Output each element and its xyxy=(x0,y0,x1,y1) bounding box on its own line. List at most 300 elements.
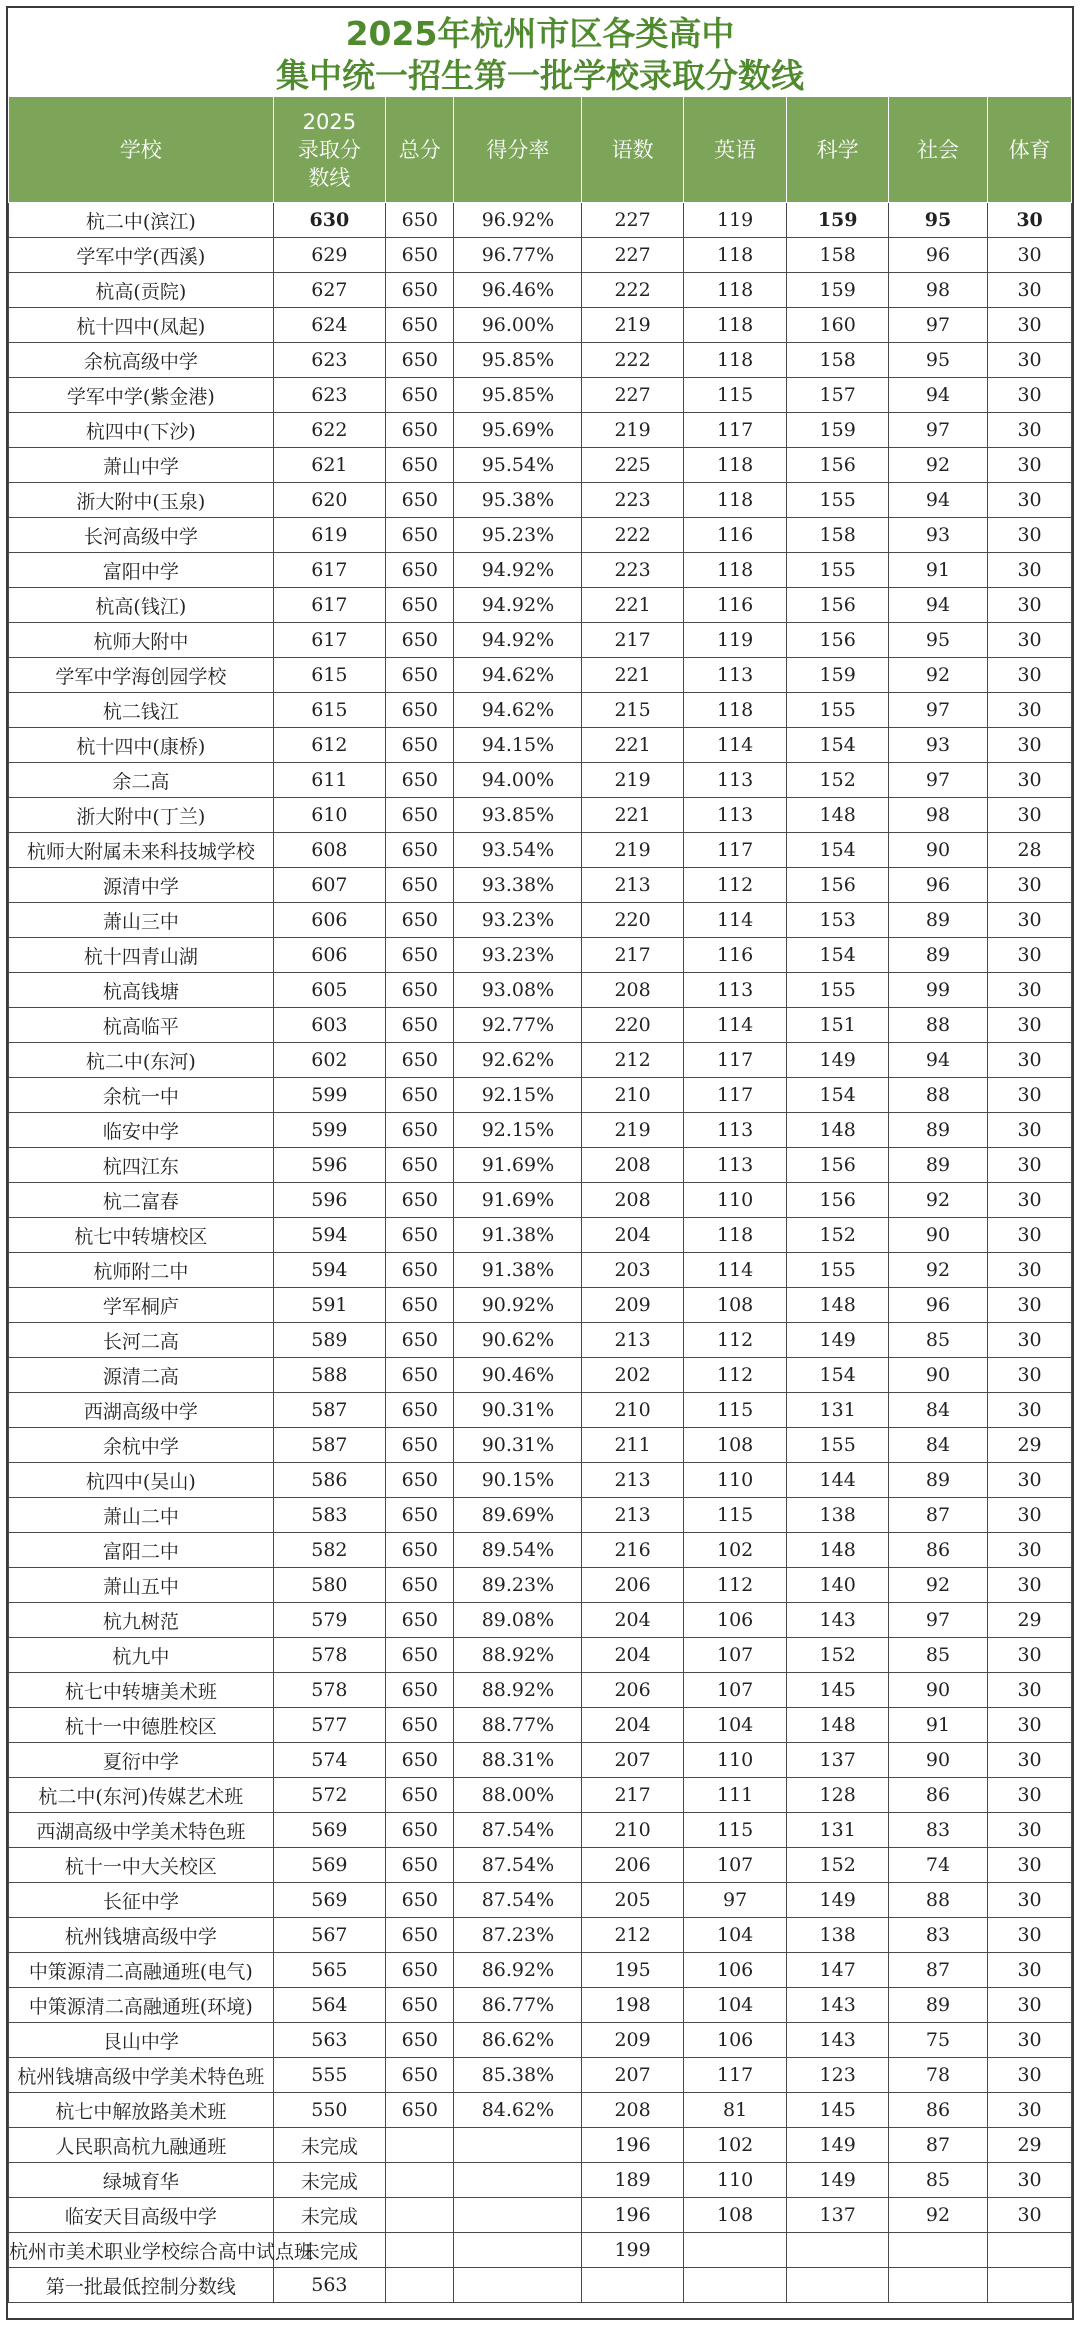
cell-chinese-math: 220 xyxy=(582,903,683,938)
cell-english: 112 xyxy=(683,1568,787,1603)
cell-total: 650 xyxy=(386,1183,454,1218)
cell-science: 156 xyxy=(787,448,888,483)
cell-admission-score: 578 xyxy=(273,1673,385,1708)
cell-english: 107 xyxy=(683,1638,787,1673)
cell-rate: 93.54% xyxy=(454,833,582,868)
cell-english: 112 xyxy=(683,1323,787,1358)
cell-total xyxy=(386,2198,454,2233)
cell-english: 115 xyxy=(683,1498,787,1533)
cell-social: 90 xyxy=(888,833,987,868)
admission-score-table xyxy=(8,96,1072,2303)
table-row xyxy=(9,588,1072,623)
cell-rate: 88.31% xyxy=(454,1743,582,1778)
cell-social xyxy=(888,2268,987,2303)
cell-english: 107 xyxy=(683,1848,787,1883)
table-row xyxy=(9,868,1072,903)
cell-rate: 88.92% xyxy=(454,1673,582,1708)
table-row xyxy=(9,1673,1072,1708)
cell-pe: 30 xyxy=(988,203,1072,238)
cell-total: 650 xyxy=(386,1778,454,1813)
cell-science: 151 xyxy=(787,1008,888,1043)
cell-school: 长征中学 xyxy=(9,1883,274,1918)
cell-total xyxy=(386,2233,454,2268)
header-english: 英语 xyxy=(683,97,787,203)
cell-rate: 88.92% xyxy=(454,1638,582,1673)
cell-total: 650 xyxy=(386,623,454,658)
cell-social: 89 xyxy=(888,938,987,973)
cell-school: 杭十一中德胜校区 xyxy=(9,1708,274,1743)
table-row xyxy=(9,2128,1072,2163)
cell-english: 104 xyxy=(683,1918,787,1953)
cell-chinese-math: 196 xyxy=(582,2128,683,2163)
cell-english: 115 xyxy=(683,1393,787,1428)
cell-rate: 88.77% xyxy=(454,1708,582,1743)
table-row xyxy=(9,1848,1072,1883)
cell-total: 650 xyxy=(386,1883,454,1918)
cell-admission-score: 599 xyxy=(273,1078,385,1113)
cell-school: 长河二高 xyxy=(9,1323,274,1358)
cell-total: 650 xyxy=(386,1393,454,1428)
cell-rate: 94.92% xyxy=(454,623,582,658)
cell-social: 94 xyxy=(888,378,987,413)
cell-social: 85 xyxy=(888,1638,987,1673)
cell-school: 萧山二中 xyxy=(9,1498,274,1533)
cell-english: 102 xyxy=(683,1533,787,1568)
table-row xyxy=(9,728,1072,763)
cell-rate: 92.62% xyxy=(454,1043,582,1078)
cell-total: 650 xyxy=(386,1148,454,1183)
cell-social: 83 xyxy=(888,1813,987,1848)
cell-rate: 89.08% xyxy=(454,1603,582,1638)
cell-admission-score: 596 xyxy=(273,1183,385,1218)
title-line-1: 2025年杭州市区各类高中 xyxy=(345,14,735,53)
table-row xyxy=(9,2233,1072,2268)
cell-social: 94 xyxy=(888,1043,987,1078)
cell-science: 145 xyxy=(787,2093,888,2128)
cell-english: 113 xyxy=(683,1148,787,1183)
cell-english: 114 xyxy=(683,903,787,938)
cell-chinese-math: 217 xyxy=(582,623,683,658)
cell-social: 94 xyxy=(888,483,987,518)
cell-admission-score: 615 xyxy=(273,693,385,728)
cell-rate: 84.62% xyxy=(454,2093,582,2128)
cell-admission-score: 589 xyxy=(273,1323,385,1358)
table-row xyxy=(9,1288,1072,1323)
cell-admission-score: 610 xyxy=(273,798,385,833)
cell-science: 138 xyxy=(787,1918,888,1953)
cell-pe: 30 xyxy=(988,518,1072,553)
table-row xyxy=(9,1218,1072,1253)
table-row xyxy=(9,2093,1072,2128)
table-row xyxy=(9,378,1072,413)
cell-rate: 95.85% xyxy=(454,343,582,378)
cell-english: 108 xyxy=(683,2198,787,2233)
cell-pe: 30 xyxy=(988,588,1072,623)
cell-science: 158 xyxy=(787,238,888,273)
cell-admission-score: 574 xyxy=(273,1743,385,1778)
cell-school: 萧山五中 xyxy=(9,1568,274,1603)
cell-school: 杭高钱塘 xyxy=(9,973,274,1008)
cell-school: 杭州钱塘高级中学美术特色班 xyxy=(9,2058,274,2093)
cell-social: 89 xyxy=(888,1988,987,2023)
cell-science: 159 xyxy=(787,658,888,693)
cell-total: 650 xyxy=(386,763,454,798)
cell-school: 浙大附中(玉泉) xyxy=(9,483,274,518)
cell-chinese-math: 221 xyxy=(582,798,683,833)
cell-science: 148 xyxy=(787,1113,888,1148)
cell-social: 97 xyxy=(888,413,987,448)
table-row xyxy=(9,623,1072,658)
cell-school: 杭七中转塘校区 xyxy=(9,1218,274,1253)
cell-science: 152 xyxy=(787,763,888,798)
cell-total xyxy=(386,2128,454,2163)
cell-admission-score: 569 xyxy=(273,1883,385,1918)
cell-pe: 30 xyxy=(988,413,1072,448)
header-score-line3: 数线 xyxy=(308,165,351,190)
cell-english: 113 xyxy=(683,1113,787,1148)
cell-pe: 30 xyxy=(988,1288,1072,1323)
cell-science: 149 xyxy=(787,1323,888,1358)
cell-social: 91 xyxy=(888,1708,987,1743)
cell-social: 92 xyxy=(888,658,987,693)
cell-english xyxy=(683,2233,787,2268)
cell-science: 156 xyxy=(787,588,888,623)
cell-science: 137 xyxy=(787,2198,888,2233)
cell-chinese-math: 213 xyxy=(582,1463,683,1498)
score-sheet xyxy=(6,6,1074,2320)
cell-school: 杭九中 xyxy=(9,1638,274,1673)
cell-rate: 87.54% xyxy=(454,1813,582,1848)
cell-total: 650 xyxy=(386,1428,454,1463)
header-social: 社会 xyxy=(888,97,987,203)
cell-social: 95 xyxy=(888,623,987,658)
cell-admission-score: 594 xyxy=(273,1253,385,1288)
cell-total: 650 xyxy=(386,1218,454,1253)
cell-chinese-math: 206 xyxy=(582,1568,683,1603)
cell-chinese-math: 215 xyxy=(582,693,683,728)
table-row xyxy=(9,1813,1072,1848)
table-row xyxy=(9,1358,1072,1393)
cell-english: 118 xyxy=(683,273,787,308)
cell-total: 650 xyxy=(386,798,454,833)
cell-pe: 30 xyxy=(988,1358,1072,1393)
cell-admission-score: 567 xyxy=(273,1918,385,1953)
cell-pe: 30 xyxy=(988,2058,1072,2093)
cell-social: 75 xyxy=(888,2023,987,2058)
cell-total: 650 xyxy=(386,1463,454,1498)
table-row xyxy=(9,1008,1072,1043)
cell-admission-score: 594 xyxy=(273,1218,385,1253)
cell-total: 650 xyxy=(386,1113,454,1148)
table-row xyxy=(9,903,1072,938)
cell-rate: 87.23% xyxy=(454,1918,582,1953)
cell-social: 93 xyxy=(888,728,987,763)
cell-total: 650 xyxy=(386,1603,454,1638)
cell-science: 155 xyxy=(787,553,888,588)
cell-rate: 92.77% xyxy=(454,1008,582,1043)
cell-total: 650 xyxy=(386,1638,454,1673)
cell-science: 148 xyxy=(787,798,888,833)
cell-chinese-math: 208 xyxy=(582,1148,683,1183)
cell-chinese-math: 210 xyxy=(582,1078,683,1113)
cell-pe: 30 xyxy=(988,728,1072,763)
cell-school: 杭十一中大关校区 xyxy=(9,1848,274,1883)
cell-total: 650 xyxy=(386,1078,454,1113)
header-pe: 体育 xyxy=(988,97,1072,203)
table-row xyxy=(9,1568,1072,1603)
header-score-line1: 2025 xyxy=(302,109,357,134)
cell-social: 84 xyxy=(888,1393,987,1428)
table-row xyxy=(9,1393,1072,1428)
cell-rate: 87.54% xyxy=(454,1848,582,1883)
cell-chinese-math: 216 xyxy=(582,1533,683,1568)
cell-admission-score: 582 xyxy=(273,1533,385,1568)
cell-pe: 30 xyxy=(988,1498,1072,1533)
cell-social: 74 xyxy=(888,1848,987,1883)
cell-science: 154 xyxy=(787,1358,888,1393)
cell-english: 115 xyxy=(683,1813,787,1848)
cell-total: 650 xyxy=(386,1953,454,1988)
cell-social: 98 xyxy=(888,798,987,833)
cell-school: 杭十四中(凤起) xyxy=(9,308,274,343)
cell-chinese-math: 220 xyxy=(582,1008,683,1043)
cell-chinese-math: 222 xyxy=(582,273,683,308)
cell-rate: 96.92% xyxy=(454,203,582,238)
cell-total: 650 xyxy=(386,588,454,623)
cell-admission-score: 586 xyxy=(273,1463,385,1498)
table-row xyxy=(9,1463,1072,1498)
cell-admission-score: 622 xyxy=(273,413,385,448)
cell-chinese-math: 203 xyxy=(582,1253,683,1288)
cell-social: 87 xyxy=(888,2128,987,2163)
cell-social: 96 xyxy=(888,1288,987,1323)
cell-rate: 86.92% xyxy=(454,1953,582,1988)
cell-english: 114 xyxy=(683,1008,787,1043)
cell-admission-score: 611 xyxy=(273,763,385,798)
cell-chinese-math: 222 xyxy=(582,518,683,553)
cell-english: 118 xyxy=(683,238,787,273)
cell-pe: 29 xyxy=(988,2128,1072,2163)
table-body xyxy=(9,203,1072,2303)
cell-chinese-math: 199 xyxy=(582,2233,683,2268)
cell-chinese-math: 225 xyxy=(582,448,683,483)
cell-english: 113 xyxy=(683,798,787,833)
cell-pe: 30 xyxy=(988,903,1072,938)
header-row xyxy=(9,97,1072,203)
cell-admission-score: 577 xyxy=(273,1708,385,1743)
table-row xyxy=(9,1043,1072,1078)
cell-english: 112 xyxy=(683,1358,787,1393)
cell-science: 154 xyxy=(787,728,888,763)
cell-rate: 93.85% xyxy=(454,798,582,833)
cell-science: 138 xyxy=(787,1498,888,1533)
cell-pe: 30 xyxy=(988,623,1072,658)
cell-pe: 30 xyxy=(988,2163,1072,2198)
cell-school: 杭四中(吴山) xyxy=(9,1463,274,1498)
cell-english: 106 xyxy=(683,1953,787,1988)
cell-english: 117 xyxy=(683,1078,787,1113)
cell-chinese-math: 202 xyxy=(582,1358,683,1393)
cell-chinese-math: 209 xyxy=(582,1288,683,1323)
cell-rate: 92.15% xyxy=(454,1078,582,1113)
cell-chinese-math: 223 xyxy=(582,483,683,518)
cell-science xyxy=(787,2233,888,2268)
cell-total: 650 xyxy=(386,1253,454,1288)
cell-admission-score: 583 xyxy=(273,1498,385,1533)
cell-chinese-math: 204 xyxy=(582,1638,683,1673)
table-row xyxy=(9,2198,1072,2233)
cell-total: 650 xyxy=(386,1813,454,1848)
table-row xyxy=(9,1113,1072,1148)
cell-total: 650 xyxy=(386,973,454,1008)
cell-pe: 30 xyxy=(988,343,1072,378)
cell-total: 650 xyxy=(386,693,454,728)
cell-rate: 93.38% xyxy=(454,868,582,903)
cell-science: 152 xyxy=(787,1848,888,1883)
cell-school: 学军中学(紫金港) xyxy=(9,378,274,413)
cell-chinese-math: 206 xyxy=(582,1848,683,1883)
cell-science: 153 xyxy=(787,903,888,938)
cell-school: 源清中学 xyxy=(9,868,274,903)
cell-admission-score: 未完成 xyxy=(273,2128,385,2163)
cell-admission-score: 未完成 xyxy=(273,2163,385,2198)
header-rate: 得分率 xyxy=(454,97,582,203)
cell-chinese-math: 208 xyxy=(582,973,683,1008)
table-row xyxy=(9,1498,1072,1533)
cell-social: 85 xyxy=(888,1323,987,1358)
cell-science: 156 xyxy=(787,623,888,658)
cell-pe: 30 xyxy=(988,1148,1072,1183)
cell-social: 89 xyxy=(888,1113,987,1148)
cell-admission-score: 608 xyxy=(273,833,385,868)
cell-rate: 86.62% xyxy=(454,2023,582,2058)
cell-english: 118 xyxy=(683,693,787,728)
cell-rate: 94.92% xyxy=(454,553,582,588)
cell-social: 95 xyxy=(888,343,987,378)
cell-chinese-math: 219 xyxy=(582,763,683,798)
cell-school: 杭高(钱江) xyxy=(9,588,274,623)
cell-admission-score: 620 xyxy=(273,483,385,518)
cell-rate: 95.69% xyxy=(454,413,582,448)
cell-total: 650 xyxy=(386,1008,454,1043)
cell-school: 临安中学 xyxy=(9,1113,274,1148)
cell-admission-score: 603 xyxy=(273,1008,385,1043)
cell-pe: 30 xyxy=(988,1463,1072,1498)
cell-school: 长河高级中学 xyxy=(9,518,274,553)
cell-science: 159 xyxy=(787,203,888,238)
cell-admission-score: 607 xyxy=(273,868,385,903)
cell-english: 118 xyxy=(683,483,787,518)
cell-school: 杭二富春 xyxy=(9,1183,274,1218)
cell-chinese-math: 227 xyxy=(582,238,683,273)
cell-rate: 95.38% xyxy=(454,483,582,518)
cell-total: 650 xyxy=(386,1043,454,1078)
cell-rate: 93.23% xyxy=(454,938,582,973)
cell-school: 杭二中(滨江) xyxy=(9,203,274,238)
cell-social: 90 xyxy=(888,1673,987,1708)
cell-chinese-math: 204 xyxy=(582,1218,683,1253)
cell-science: 160 xyxy=(787,308,888,343)
cell-pe: 29 xyxy=(988,1603,1072,1638)
cell-english: 117 xyxy=(683,413,787,448)
cell-school: 杭师附二中 xyxy=(9,1253,274,1288)
cell-pe: 30 xyxy=(988,763,1072,798)
cell-school: 第一批最低控制分数线 xyxy=(9,2268,274,2303)
cell-pe: 30 xyxy=(988,273,1072,308)
cell-pe: 30 xyxy=(988,1218,1072,1253)
cell-science: 159 xyxy=(787,273,888,308)
cell-chinese-math: 213 xyxy=(582,868,683,903)
cell-chinese-math: 208 xyxy=(582,2093,683,2128)
cell-science: 131 xyxy=(787,1393,888,1428)
cell-science: 155 xyxy=(787,973,888,1008)
cell-science: 152 xyxy=(787,1638,888,1673)
cell-total: 650 xyxy=(386,448,454,483)
cell-social: 87 xyxy=(888,1953,987,1988)
cell-rate: 90.46% xyxy=(454,1358,582,1393)
cell-total: 650 xyxy=(386,553,454,588)
cell-admission-score: 569 xyxy=(273,1848,385,1883)
cell-science: 157 xyxy=(787,378,888,413)
cell-total xyxy=(386,2163,454,2198)
cell-pe xyxy=(988,2268,1072,2303)
cell-pe: 30 xyxy=(988,1113,1072,1148)
table-row xyxy=(9,1918,1072,1953)
cell-rate xyxy=(454,2233,582,2268)
cell-english: 118 xyxy=(683,308,787,343)
cell-rate: 86.77% xyxy=(454,1988,582,2023)
cell-school: 中策源清二高融通班(环境) xyxy=(9,1988,274,2023)
cell-science: 148 xyxy=(787,1533,888,1568)
cell-school: 萧山中学 xyxy=(9,448,274,483)
cell-pe: 30 xyxy=(988,2023,1072,2058)
cell-rate: 91.69% xyxy=(454,1183,582,1218)
cell-school: 杭高临平 xyxy=(9,1008,274,1043)
cell-social: 92 xyxy=(888,1568,987,1603)
header-score-line2: 录取分 xyxy=(297,137,361,162)
cell-social: 98 xyxy=(888,273,987,308)
cell-pe: 30 xyxy=(988,938,1072,973)
cell-chinese-math: 189 xyxy=(582,2163,683,2198)
cell-english: 113 xyxy=(683,658,787,693)
cell-admission-score: 599 xyxy=(273,1113,385,1148)
cell-english: 117 xyxy=(683,2058,787,2093)
cell-chinese-math xyxy=(582,2268,683,2303)
cell-total: 650 xyxy=(386,658,454,693)
cell-school: 学军中学(西溪) xyxy=(9,238,274,273)
cell-school: 杭七中解放路美术班 xyxy=(9,2093,274,2128)
cell-total: 650 xyxy=(386,938,454,973)
cell-social: 97 xyxy=(888,1603,987,1638)
table-row xyxy=(9,2058,1072,2093)
table-row xyxy=(9,658,1072,693)
cell-pe: 30 xyxy=(988,378,1072,413)
cell-chinese-math: 195 xyxy=(582,1953,683,1988)
cell-admission-score: 未完成 xyxy=(273,2233,385,2268)
title-line-2: 集中统一招生第一批学校录取分数线 xyxy=(276,56,804,95)
cell-total: 650 xyxy=(386,1568,454,1603)
cell-chinese-math: 217 xyxy=(582,938,683,973)
cell-science: 158 xyxy=(787,518,888,553)
cell-total: 650 xyxy=(386,378,454,413)
cell-school: 余杭高级中学 xyxy=(9,343,274,378)
cell-science: 140 xyxy=(787,1568,888,1603)
cell-school: 杭四江东 xyxy=(9,1148,274,1183)
cell-total: 650 xyxy=(386,728,454,763)
cell-rate: 90.92% xyxy=(454,1288,582,1323)
cell-school: 人民职高杭九融通班 xyxy=(9,2128,274,2163)
cell-pe: 30 xyxy=(988,2198,1072,2233)
